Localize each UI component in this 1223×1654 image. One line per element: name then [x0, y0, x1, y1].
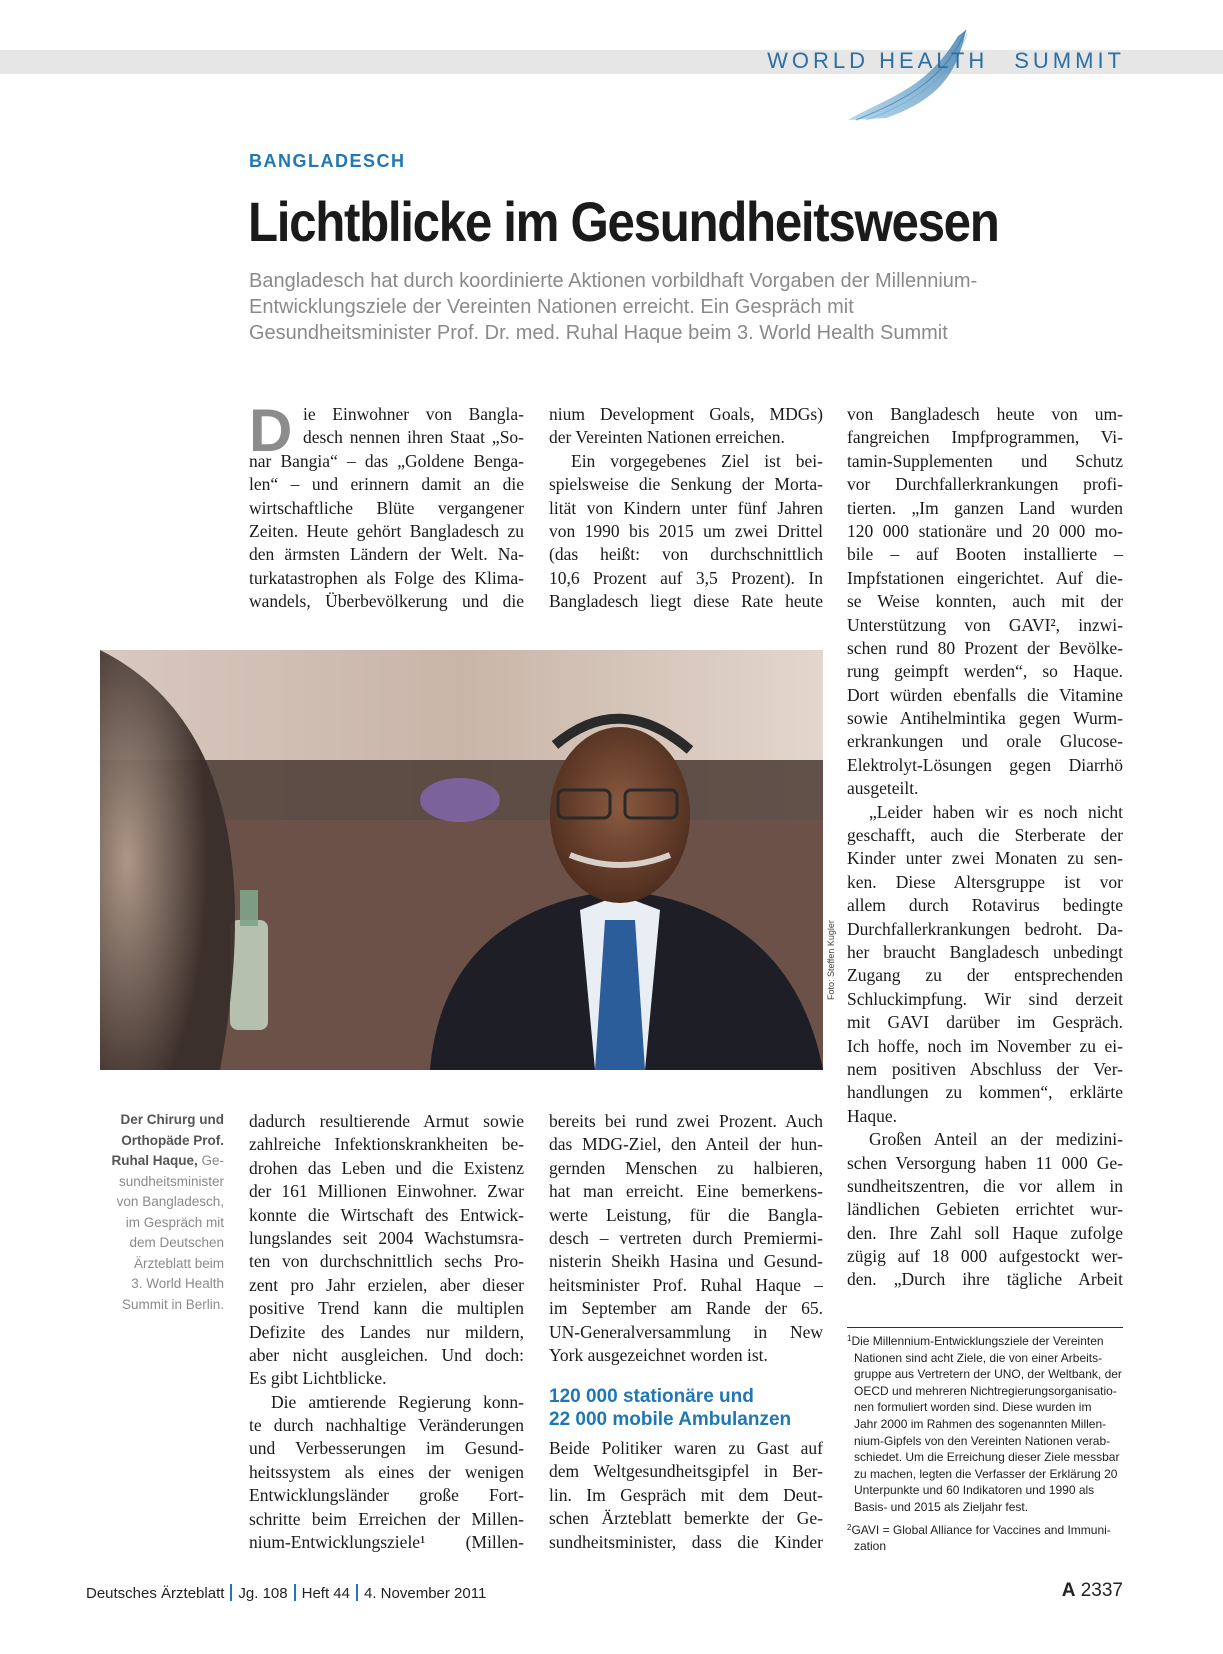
text-line: sundheitszentren, die vor allem in	[847, 1175, 1123, 1196]
footnote-rule	[847, 1327, 1123, 1328]
footnote-line: zation	[854, 1539, 887, 1554]
text-line: turkatastrophen als Folge des Klima-	[249, 567, 524, 588]
journal-date: 4. November 2011	[364, 1585, 487, 1602]
text-line: Ein vorgegebenes Ziel ist bei-	[571, 450, 823, 471]
text-line: schen Ärzteblatt bemerkte der Ge-	[549, 1508, 823, 1529]
text-line: Durchfallerkrankungen bedroht. Da-	[847, 918, 1123, 939]
text-line: drohen das Leben und die Existenz	[249, 1157, 524, 1178]
text-line: zügig auf 18 000 aufgestockt wer-	[847, 1246, 1123, 1267]
text-line: den. Ihre Zahl soll Haque zufolge	[847, 1222, 1123, 1243]
text-line: sowie Antihelmintika gegen Wurm-	[847, 708, 1123, 729]
footnote-line: schiedet. Um die Erreichung dieser Ziele messbar	[854, 1450, 1120, 1465]
text-line: se Weise konnten, auch mit der	[847, 591, 1123, 612]
footnote-mark: 2	[847, 1522, 852, 1532]
footnote-line: Nationen sind acht Ziele, die von einer Arbeits-	[854, 1350, 1103, 1365]
text-line: bereits bei rund zwei Prozent. Auch	[549, 1111, 823, 1131]
text-line: den. „Durch ihre tägliche Arbeit	[847, 1269, 1123, 1290]
text-line: (das heißt: von durchschnittlich	[549, 544, 823, 565]
text-line: Kinder unter zwei Monaten zu sen-	[847, 848, 1123, 869]
text-line: wandels, Überbevölkerung und die	[249, 591, 524, 612]
subheading	[549, 1385, 791, 1431]
text-line: Dort würden ebenfalls die Vitamine	[847, 684, 1123, 705]
kicker: BANGLADESCH	[249, 151, 406, 171]
text-line: dadurch resultierende Armut sowie	[249, 1111, 524, 1131]
footnote-line: nium-Gipfels von den Vereinten Nationen verab-	[854, 1433, 1111, 1448]
text-line: tierten. „Im ganzen Land wurden	[847, 497, 1123, 518]
text-line: handlungen zu kommen“, erklärte	[847, 1082, 1123, 1103]
header-brand	[767, 46, 1125, 76]
text-line: „Leider haben wir es noch nicht	[869, 801, 1123, 822]
lede	[249, 268, 1129, 346]
journal-issue: Heft 44	[301, 1585, 350, 1602]
text-line: Es gibt Lichtblicke.	[249, 1368, 387, 1389]
text-line: im September am Rande der 65.	[549, 1298, 823, 1319]
footnote-line: Basis- und 2015 als Zieljahr fest.	[854, 1499, 1029, 1514]
text-line: Impfstationen eingerichtet. Auf die-	[847, 567, 1123, 588]
journal-name: Deutsches Ärzteblatt	[86, 1585, 225, 1602]
text-line: schen rund 80 Prozent der Bevölke-	[847, 637, 1123, 658]
text-line: te durch nachhaltige Veränderungen	[249, 1415, 524, 1436]
text-line: heitssystem als eines der wenigen	[249, 1461, 524, 1482]
footer-separator	[230, 1584, 232, 1601]
text-line: nem positiven Abschluss der Ver-	[847, 1058, 1123, 1079]
text-line: das MDG-Ziel, den Anteil der hun-	[549, 1134, 823, 1155]
text-line: Bangladesch liegt diese Rate heute	[549, 591, 823, 612]
text-line: ausgeteilt.	[847, 778, 919, 799]
text-line: Defizite des Landes nur mildern,	[249, 1321, 524, 1342]
text-line: wirtschaftliche Blüte vergangener	[249, 497, 524, 518]
text-line: fangreichen Impfprogrammen, Vi-	[847, 427, 1123, 448]
text-line: nisterin Sheikh Hasina und Gesund-	[549, 1251, 823, 1272]
photo-minister	[100, 650, 823, 1070]
footnote-line: gruppe aus Vertretern der UNO, der Weltbank, der	[854, 1367, 1122, 1382]
column-3	[847, 403, 1123, 1292]
subheading-line: 22 000 mobile Ambulanzen	[549, 1409, 792, 1430]
column-2-after-subhead	[549, 1437, 823, 1554]
text-line: nium Development Goals, MDGs)	[549, 404, 823, 424]
text-line: lität von Kindern unter fünf Jahren	[549, 497, 823, 518]
text-line: werte Leistung, für die Bangla-	[549, 1204, 823, 1225]
text-line: lin. Im Gespräch mit dem Deut-	[549, 1484, 823, 1505]
text-line: ten von durchschnittlich sechs Pro-	[249, 1251, 524, 1272]
text-line: 10,6 Prozent auf 3,5 Prozent). In	[549, 567, 823, 588]
text-line: desch – vertreten durch Premiermi-	[549, 1227, 823, 1248]
text-line: spielsweise die Senkung der Morta-	[549, 474, 823, 495]
caption-tail: Ge-	[197, 1153, 224, 1168]
footnote-line: nen formuliert worden sind. Diese wurden im	[854, 1400, 1092, 1415]
text-line: zahlreiche Infektionskrankheiten be-	[249, 1134, 524, 1155]
footnotes	[847, 1331, 1123, 1555]
text-line: aber nicht ausgleichen. Und doch:	[249, 1344, 524, 1365]
column-1-bottom	[249, 1110, 524, 1554]
column-2-bottom	[549, 1110, 823, 1367]
text-line: mit GAVI darüber im Gespräch.	[847, 1012, 1123, 1033]
footnote-line: $^1$Die Millennium-Entwicklungsziele der Vereinten	[847, 1334, 1104, 1348]
text-line: schen Versorgung haben 11 000 Ge-	[847, 1152, 1123, 1173]
text-line: ken. Diese Altersgruppe ist vor	[847, 871, 1123, 892]
text-line: tamin-Supplementen und Schutz	[847, 450, 1123, 471]
headline: Lichtblicke im Gesundheitswesen	[248, 190, 999, 253]
footnote-mark: 1	[847, 1334, 852, 1343]
footer-separator	[294, 1584, 296, 1601]
subheading-line: 120 000 stationäre und	[549, 1386, 754, 1407]
text-line: hat man erreicht. Eine bemerkens-	[549, 1181, 823, 1202]
text-line: Unterstützung von GAVI², inzwi-	[847, 614, 1123, 635]
caption-line: im Gespräch mit	[125, 1214, 224, 1230]
lede-line: Gesundheitsminister Prof. Dr. med. Ruhal Haque beim 3. World Health Summit	[249, 322, 948, 344]
text-line: ie Einwohner von Bangla-	[303, 404, 524, 424]
journal-volume: Jg. 108	[238, 1585, 288, 1602]
text-line: lungslandes seit 2004 Wachstumsra-	[249, 1227, 524, 1248]
text-line: schritte beim Erreichen der Millen-	[249, 1508, 524, 1529]
text-line: Die amtierende Regierung konn-	[271, 1391, 524, 1412]
text-line: dem Weltgesundheitsgipfel in Ber-	[549, 1461, 823, 1482]
text-line: len“ – und erinnern damit an die	[249, 474, 524, 495]
page-number	[1062, 1580, 1123, 1602]
text-line: bile – auf Booten installierte –	[847, 544, 1123, 565]
text-line: nar Bangia“ – das „Goldene Benga-	[249, 450, 524, 471]
footer-separator	[356, 1584, 358, 1601]
footnote-line: Unterpunkte und 60 Indikatoren und 1990 als	[854, 1483, 1095, 1498]
text-line: erkrankungen und orale Glucose-	[847, 731, 1123, 752]
caption-line: dem Deutschen	[129, 1235, 224, 1250]
column-2-top	[549, 403, 823, 614]
text-line: allem durch Rotavirus bedingte	[847, 895, 1123, 916]
text-line: 120 000 stationäre und 20 000 mo-	[847, 520, 1123, 541]
text-line: sundheitsminister, dass die Kinder	[549, 1531, 823, 1552]
caption-line: 3. World Health	[131, 1276, 224, 1291]
text-line: York ausgezeichnet worden ist.	[549, 1344, 768, 1365]
page-digits: 2337	[1080, 1580, 1123, 1601]
text-line: UN-Generalversammlung in New	[549, 1321, 823, 1342]
photo-caption	[100, 1110, 224, 1315]
lede-line: Bangladesch hat durch koordinierte Aktionen vorbildhaft Vorgaben der Millennium-	[249, 270, 978, 292]
photo-credit: Foto: Steffen Kugler	[826, 920, 836, 1000]
drop-cap: D	[249, 408, 293, 454]
page-prefix: A	[1061, 1580, 1076, 1601]
text-line: Ich hoffe, noch im November zu ei-	[847, 1035, 1123, 1056]
footnote-line: OECD und mehreren Nichtregierungsorganisatio-	[854, 1383, 1117, 1398]
footnote-line: zu machen, legten die Verfasser der Erklärung 20	[854, 1466, 1118, 1481]
text-line: Entwicklungsländer große Fort-	[249, 1485, 524, 1506]
caption-line: Der Chirurg und	[120, 1112, 224, 1127]
text-line: her braucht Bangladesch unbedingt	[847, 941, 1123, 962]
brand-left: WORLD HEALTH	[767, 48, 989, 73]
brand-right: SUMMIT	[1014, 48, 1125, 73]
column-1-top	[249, 403, 524, 614]
caption-line: Orthopäde Prof.	[121, 1132, 224, 1148]
text-line: von 1990 bis 2015 um zwei Drittel	[549, 520, 823, 541]
text-line: Schluckimpfung. Wir sind derzeit	[847, 988, 1123, 1009]
text-line: Zugang zu der entsprechenden	[847, 965, 1123, 986]
photo-illustration	[100, 650, 823, 1070]
text-line: den ärmsten Ländern der Welt. Na-	[249, 544, 524, 565]
text-line: vor Durchfallerkrankungen profi-	[847, 474, 1123, 495]
text-line: ländlichen Gebieten errichtet wur-	[847, 1199, 1123, 1220]
text-line: Elektrolyt-Lösungen gegen Diarrhö	[847, 754, 1123, 775]
caption-line: von Bangladesch,	[116, 1194, 224, 1209]
text-line: und Verbesserungen im Gesund-	[249, 1438, 524, 1459]
text-line: heitsminister Prof. Ruhal Haque –	[549, 1274, 823, 1295]
text-line: Haque.	[847, 1105, 898, 1126]
text-line: gernden Menschen zu halbieren,	[549, 1157, 823, 1178]
text-line: Beide Politiker waren zu Gast auf	[549, 1438, 823, 1458]
text-line: positive Trend kann die multiplen	[249, 1298, 524, 1319]
lede-line: Entwicklungsziele der Vereinten Nationen erreicht. Ein Gespräch mit	[249, 296, 854, 318]
text-line: zent pro Jahr erzielen, aber dieser	[249, 1274, 524, 1295]
text-line: der 161 Millionen Einwohner. Zwar	[249, 1181, 524, 1202]
text-line: der Vereinten Nationen erreichen.	[549, 427, 785, 448]
footnote-line: Jahr 2000 im Rahmen des sogenannten Millen-	[854, 1416, 1107, 1431]
text-line: desch nennen ihren Staat „So-	[303, 427, 524, 448]
caption-line: Summit in Berlin.	[121, 1296, 224, 1312]
footnote-line: $^2$GAVI = Global Alliance for Vaccines and Immuni-	[847, 1522, 1111, 1537]
text-line: von Bangladesch heute von um-	[847, 404, 1123, 424]
text-line: konnte die Wirtschaft des Entwick-	[249, 1204, 524, 1225]
caption-line: sundheitsminister	[118, 1173, 224, 1189]
footer-citation	[86, 1584, 486, 1602]
text-line: Zeiten. Heute gehört Bangladesch zu	[249, 520, 524, 541]
caption-name: Ruhal Haque,	[111, 1153, 198, 1168]
text-line: nium-Entwicklungsziele¹ (Millen-	[249, 1532, 524, 1553]
text-line: Großen Anteil an der medizini-	[869, 1129, 1123, 1150]
caption-line: Ärzteblatt beim	[133, 1255, 224, 1271]
text-line: geschafft, auch die Sterberate der	[847, 825, 1123, 846]
text-line: rung geimpft werden“, so Haque.	[847, 661, 1123, 682]
